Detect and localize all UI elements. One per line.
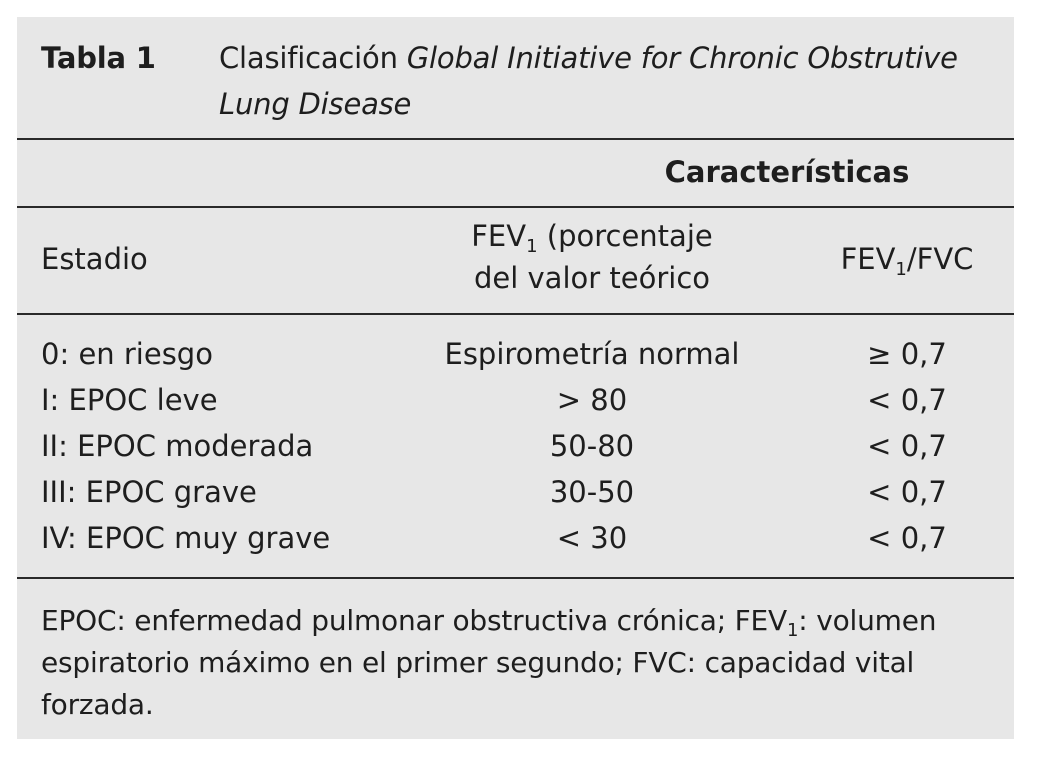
- cell-ratio: < 0,7: [867, 429, 947, 463]
- table-footnote: [41, 600, 1001, 726]
- cell-stage: II: EPOC moderada: [41, 429, 314, 463]
- footnote-part1: EPOC: enfermedad pulmonar obstructiva crónica; FEV: [41, 604, 788, 637]
- header-fev1-rest: (porcentaje: [537, 219, 713, 253]
- cell-fev1: > 80: [556, 383, 628, 417]
- table-row: [17, 515, 1014, 561]
- header-stage: Estadio: [41, 242, 148, 276]
- header-fev1-prefix: FEV: [471, 219, 527, 253]
- cell-stage: IV: EPOC muy grave: [41, 521, 331, 555]
- table-title: [219, 35, 999, 127]
- cell-ratio: < 0,7: [867, 383, 947, 417]
- rule-top: [17, 138, 1014, 140]
- table-row: [17, 377, 1014, 423]
- table-title-italic: Global Initiative for Chronic Obstrutive Lung Disease: [219, 41, 958, 121]
- group-header: Características: [664, 155, 910, 189]
- cell-fev1: 30-50: [549, 475, 635, 509]
- header-fev1: [397, 213, 787, 259]
- rule-group: [17, 206, 1014, 208]
- header-ratio: [817, 236, 997, 282]
- cell-fev1: < 30: [556, 521, 628, 555]
- rule-bottom: [17, 577, 1014, 579]
- table-title-plain: Clasificación: [219, 41, 407, 75]
- cell-fev1: Espirometría normal: [444, 337, 740, 371]
- footnote-part2: : volumen espiratorio máximo en el primer segundo; FVC: capacidad vital forzada.: [41, 604, 937, 721]
- table-row: [17, 469, 1014, 515]
- header-ratio-prefix: FEV: [840, 242, 896, 276]
- table-row: [17, 423, 1014, 469]
- footnote-sub: 1: [787, 620, 799, 641]
- cell-ratio: ≥ 0,7: [867, 337, 947, 371]
- rule-header: [17, 313, 1014, 315]
- cell-stage: 0: en riesgo: [41, 337, 213, 371]
- cell-stage: III: EPOC grave: [41, 475, 257, 509]
- header-ratio-rest: /FVC: [906, 242, 974, 276]
- cell-ratio: < 0,7: [867, 521, 947, 555]
- table-row: [17, 331, 1014, 377]
- header-fev1-sub: 1: [526, 236, 538, 257]
- cell-fev1: 50-80: [549, 429, 635, 463]
- header-fev1-line2: del valor teórico: [473, 261, 711, 295]
- table-panel: [17, 17, 1014, 739]
- header-ratio-sub: 1: [895, 259, 907, 280]
- cell-ratio: < 0,7: [867, 475, 947, 509]
- table-label: Tabla 1: [41, 41, 156, 75]
- cell-stage: I: EPOC leve: [41, 383, 218, 417]
